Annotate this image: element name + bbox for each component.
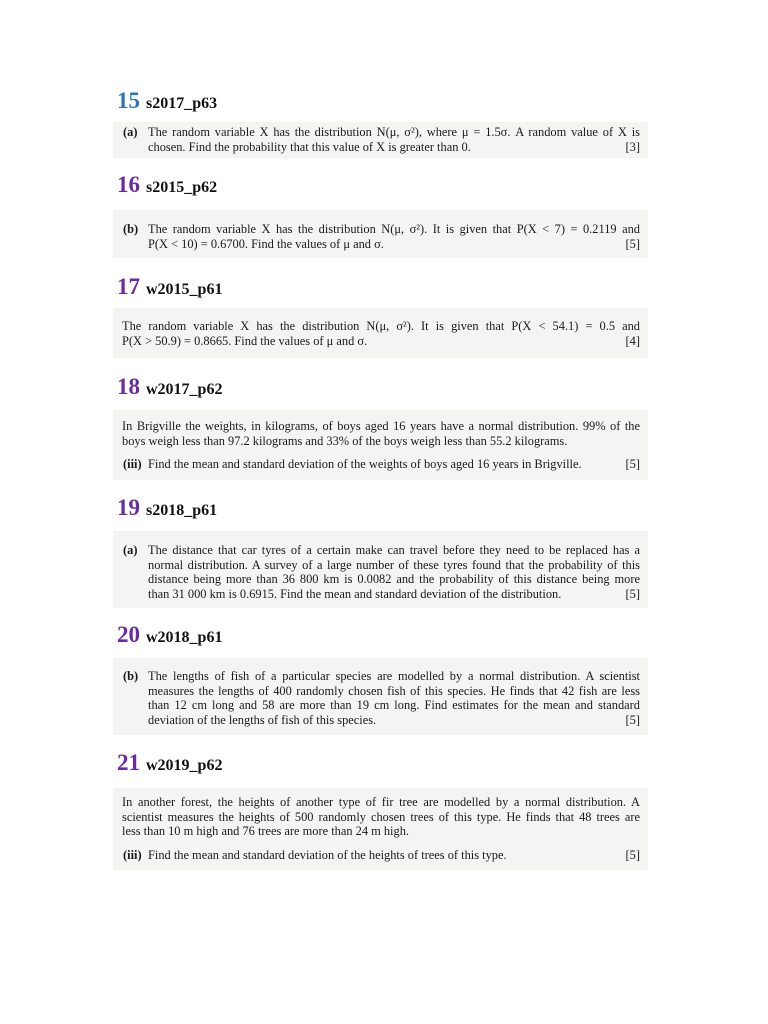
text-line: normal distribution. A survey of a large number of these tyres found that the probability of this [148, 557, 640, 572]
question-part [113, 419, 648, 448]
mark-allocation: [3] [625, 139, 640, 154]
question-heading [117, 172, 217, 198]
text-line: boys weigh less than 97.2 kilograms and 33% of the boys weigh less than 55.2 kilograms. [122, 433, 568, 448]
text-line: chosen. Find the probability that this value of X is greater than 0. [148, 139, 471, 154]
question-body [113, 122, 648, 158]
text-line: measures the lengths of 400 randomly chosen fish of this species. He finds that 42 fish are less [148, 683, 640, 698]
question-part [113, 457, 648, 472]
mark-allocation: [5] [625, 457, 640, 472]
paper-code: w2015_p61 [146, 281, 223, 298]
part-label: (a) [123, 125, 138, 139]
question-part [113, 125, 648, 154]
question-heading [117, 495, 217, 521]
question-part [113, 848, 648, 863]
question-heading [117, 274, 222, 300]
text-line: P(X < 10) = 0.6700. Find the values of μ and σ. [148, 236, 384, 251]
text-line: In another forest, the heights of another type of fir tree are modelled by a normal distribution. A [122, 795, 640, 809]
text-line: In Brigville the weights, in kilograms, of boys aged 16 years have a normal distribution. 99% of the [122, 419, 640, 433]
text-line: scientist measures the heights of 500 randomly chosen trees of this type. He finds that 48 trees are [122, 809, 640, 824]
paper-code: s2017_p63 [146, 95, 218, 112]
text-line: distance being more than 36 800 km is 0.0082 and the probability of this distance being more [148, 572, 640, 587]
question-heading [117, 374, 222, 400]
text-line: The distance that car tyres of a certain make can travel before they need to be replaced has a [148, 543, 640, 557]
part-label: (a) [123, 543, 138, 557]
question-heading [117, 88, 217, 114]
paper-code: s2018_p61 [146, 502, 218, 519]
question-body [113, 658, 648, 735]
mark-allocation: [5] [625, 712, 640, 727]
text-line: than 31 000 km is 0.6915. Find the mean and standard deviation of the distribution. [148, 586, 562, 601]
text-line: less than 10 m high and 76 trees are more than 24 m high. [122, 824, 409, 839]
question-part [113, 319, 648, 348]
text-line: P(X > 50.9) = 0.8665. Find the values of μ and σ. [122, 333, 368, 348]
part-label: (b) [123, 669, 139, 683]
text-line: The random variable X has the distribution N(μ, σ²), where μ = 1.5σ. A random value of X is [148, 125, 640, 139]
text-line: The random variable X has the distribution N(μ, σ²). It is given that P(X < 7) = 0.2119 and [148, 222, 640, 236]
question-heading [117, 750, 222, 776]
question-body [113, 531, 648, 608]
question-body [113, 788, 648, 870]
question-body [113, 308, 648, 358]
part-label: (iii) [123, 457, 142, 472]
question-heading [117, 622, 222, 648]
question-part [113, 222, 648, 251]
mark-allocation: [5] [625, 236, 640, 251]
part-label: (b) [123, 222, 139, 236]
text-line: The random variable X has the distribution N(μ, σ²). It is given that P(X < 54.1) = 0.5 and [122, 319, 640, 333]
question-number: 20 [117, 622, 140, 647]
question-number: 18 [117, 374, 140, 399]
mark-allocation: [4] [625, 333, 640, 348]
mark-allocation: [5] [625, 847, 640, 862]
question-number: 17 [117, 274, 140, 299]
text-line: Find the mean and standard deviation of the heights of trees of this type. [148, 847, 507, 862]
paper-code: s2015_p62 [146, 179, 218, 196]
paper-code: w2018_p61 [146, 629, 223, 646]
part-label: (iii) [123, 847, 142, 862]
text-line: deviation of the lengths of fish of this species. [148, 712, 377, 727]
mark-allocation: [5] [625, 586, 640, 601]
question-number: 19 [117, 495, 140, 520]
question-number: 21 [117, 750, 140, 775]
question-part [113, 669, 648, 727]
question-part [113, 543, 648, 601]
question-body [113, 410, 648, 480]
text-line: The lengths of fish of a particular species are modelled by a normal distribution. A scientist [148, 669, 640, 683]
question-body [113, 210, 648, 258]
paper-code: w2019_p62 [146, 757, 223, 774]
text-line: than 12 cm long and 58 are more than 19 cm long. Find estimates for the mean and standard [148, 698, 640, 713]
question-number: 16 [117, 172, 140, 197]
question-number: 15 [117, 88, 140, 113]
paper-code: w2017_p62 [146, 381, 223, 398]
text-line: Find the mean and standard deviation of the weights of boys aged 16 years in Brigville. [148, 457, 582, 472]
question-part [113, 795, 648, 839]
